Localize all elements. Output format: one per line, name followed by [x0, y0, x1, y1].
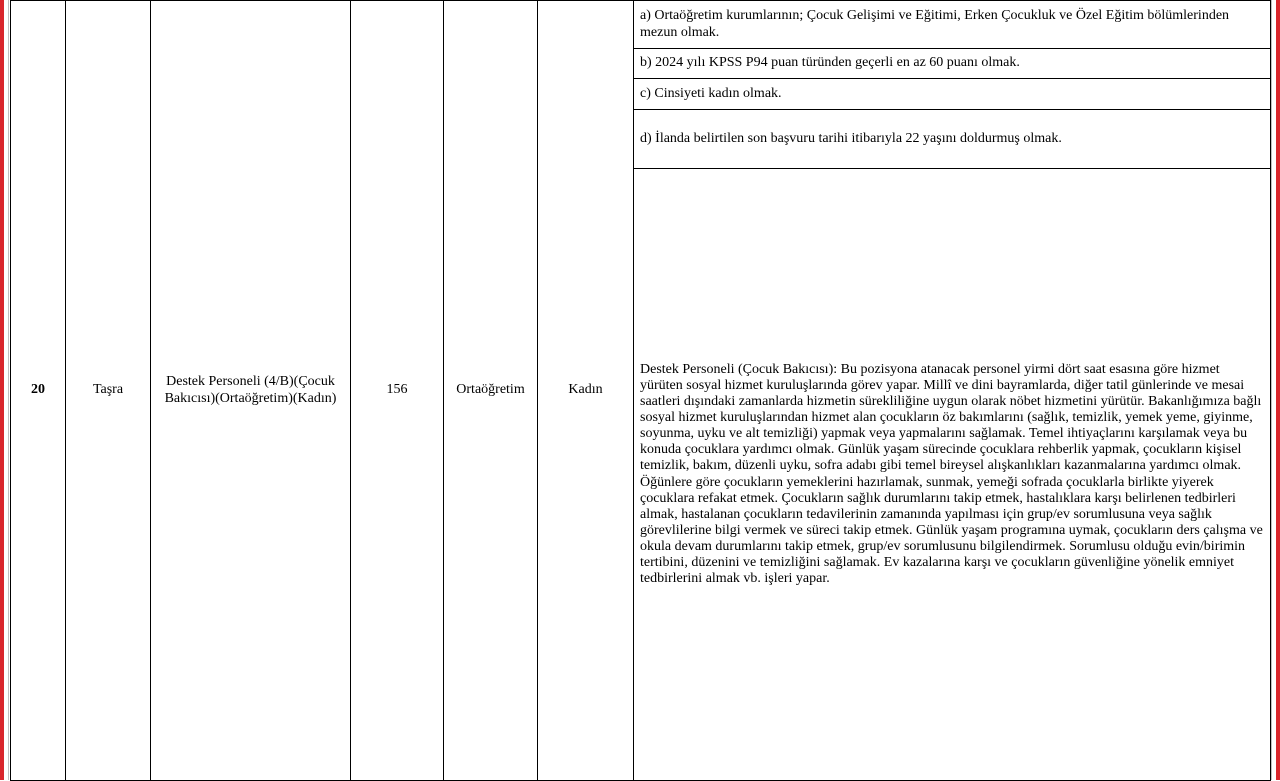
position-table — [10, 0, 1271, 781]
requirement-b: b) 2024 yılı KPSS P94 puan türünden geçerli en az 60 puanı olmak. — [634, 49, 1271, 79]
position-number: 20 — [11, 1, 66, 781]
position-location: Taşra — [66, 1, 151, 781]
job-description: Destek Personeli (Çocuk Bakıcısı): Bu pozisyona atanacak personel yirmi dört saat esasına göre hizmet yürüten sosyal hizmet kuruluşlarında görev yapar. Millî ve dini bayramlarda, diğer tatil günlerinde ve mesai saatleri dışındaki zamanlarda hizmetin sürekliliğine uygun olarak nöbet hizmetini yürütür. Bakanlığımıza bağlı sosyal hizmet kuruluşlarından hizmet alan çocukların öz bakımlarını (sağlık, temizlik, yemek yeme, giyinme, soyunma, uyku ve alt temizliği) yapmak veya yapmalarını sağlamak. Temel ihtiyaçlarını karşılamak veya bu konuda çocuklara yardımcı olmak. Günlük yaşam sürecinde çocuklara rehberlik yapmak, çocukların kişisel temizlik, bakım, düzenli uyku, sofra adabı gibi temel bireysel alışkanlıkları kazanmalarına yardımcı olmak. Öğünlere göre çocukların yemeklerini hazırlamak, sunmak, yemeği sofrada çocuklarla birlikte yiyerek çocuklara refakat etmek. Çocukların sağlık durumlarını takip etmek, hastalıklara karşı belirlenen tedbirleri almak, hastalanan çocukların tedavilerinin zamanında yapılması için grup/ev sorumlusuna veya sağlık görevlilerine bilgi vermek ve süreci takip etmek. Günlük yaşam programına uymak, çocukların ders çalışma ve okula devam durumlarını takip etmek, grup/ev sorumlusunu bilgilendirmek. Sorumlusu olduğu evin/birimin tertibini, düzenini ve temizliğini sağlamak. Ev kazalarına karşı ve çocukların güvenliğine yönelik emniyet tedbirlerini almak vb. işleri yapar. — [634, 169, 1271, 781]
requirement-d: d) İlanda belirtilen son başvuru tarihi itibarıyla 22 yaşını doldurmuş olmak. — [634, 110, 1271, 169]
position-title: Destek Personeli (4/B)(Çocuk Bakıcısı)(Ortaöğretim)(Kadın) — [151, 1, 351, 781]
table-row — [11, 1, 1271, 49]
position-gender: Kadın — [538, 1, 634, 781]
position-count: 156 — [351, 1, 444, 781]
requirement-c: c) Cinsiyeti kadın olmak. — [634, 79, 1271, 110]
position-education: Ortaöğretim — [444, 1, 538, 781]
requirement-a: a) Ortaöğretim kurumlarının; Çocuk Gelişimi ve Eğitimi, Erken Çocukluk ve Özel Eğitim bölümlerinden mezun olmak. — [634, 1, 1271, 49]
